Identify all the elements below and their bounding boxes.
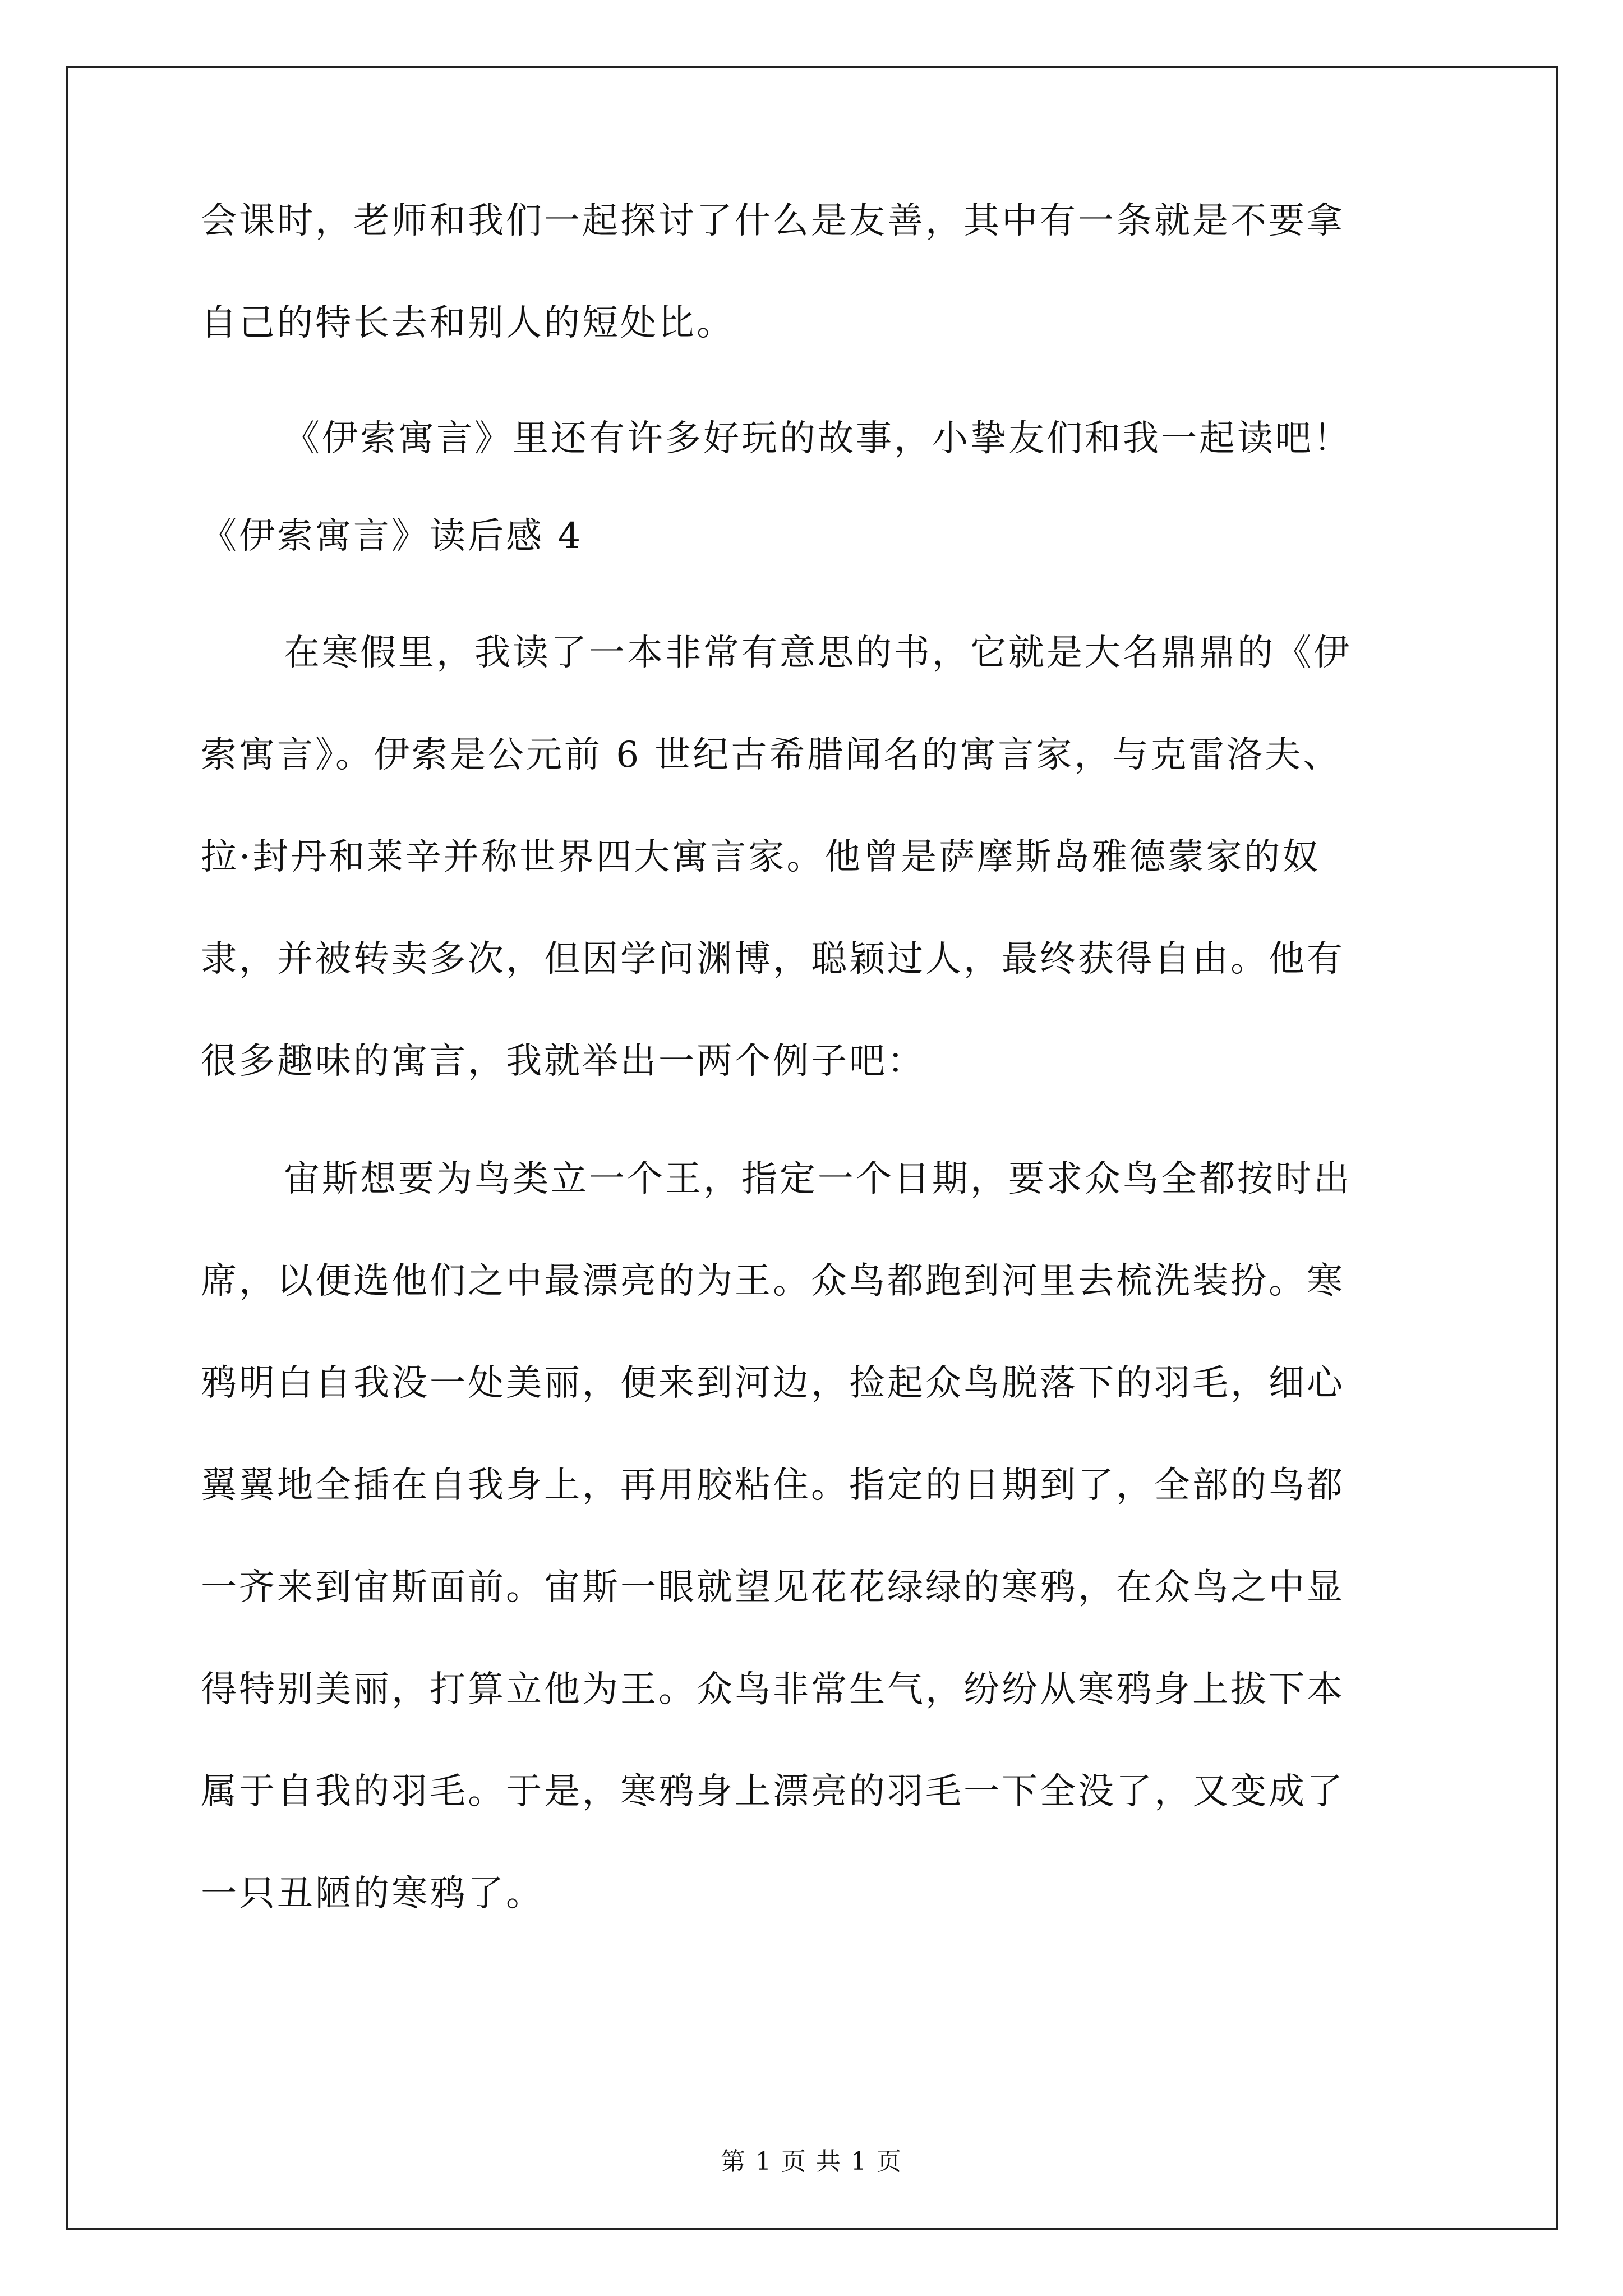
text-line: 《伊索寓言》里还有许多好玩的故事，小挚友们和我一起读吧！ (284, 418, 1352, 459)
text-line: 会课时，老师和我们一起探讨了什么是友善，其中有一条就是不要拿 (201, 200, 1345, 242)
text-line: 得特别美丽，打算立他为王。众鸟非常生气，纷纷从寒鸦身上拔下本 (201, 1669, 1345, 1710)
text-line: 很多趣味的寓言，我就举出一两个例子吧： (201, 1041, 925, 1082)
page-number-footer: 第 1 页 共 1 页 (721, 2147, 902, 2176)
text-line: 一齐来到宙斯面前。宙斯一眼就望见花花绿绿的寒鸦，在众鸟之中显 (201, 1567, 1345, 1608)
section-heading: 《伊索寓言》读后感 4 (201, 516, 583, 557)
text-line: 自己的特长去和别人的短处比。 (201, 302, 735, 344)
text-line: 拉·封丹和莱辛并称世界四大寓言家。他曾是萨摩斯岛雅德蒙家的奴 (201, 836, 1321, 878)
text-line: 一只丑陋的寒鸦了。 (201, 1873, 544, 1915)
text-line: 属于自我的羽毛。于是，寒鸦身上漂亮的羽毛一下全没了，又变成了 (201, 1771, 1345, 1812)
text-line: 翼翼地全插在自我身上，再用胶粘住。指定的日期到了，全部的鸟都 (201, 1465, 1345, 1506)
text-line: 席，以便选他们之中最漂亮的为王。众鸟都跑到河里去梳洗装扮。寒 (201, 1260, 1345, 1302)
text-line: 隶，并被转卖多次，但因学问渊博，聪颖过人，最终获得自由。他有 (201, 938, 1345, 980)
text-line: 索寓言》。伊索是公元前 6 世纪古希腊闻名的寓言家，与克雷洛夫、 (201, 734, 1341, 776)
text-line: 鸦明白自我没一处美丽，便来到河边，捡起众鸟脱落下的羽毛，细心 (201, 1363, 1345, 1404)
text-line: 宙斯想要为鸟类立一个王，指定一个日期，要求众鸟全都按时出 (284, 1158, 1352, 1200)
text-line: 在寒假里，我读了一本非常有意思的书，它就是大名鼎鼎的《伊 (284, 632, 1352, 674)
